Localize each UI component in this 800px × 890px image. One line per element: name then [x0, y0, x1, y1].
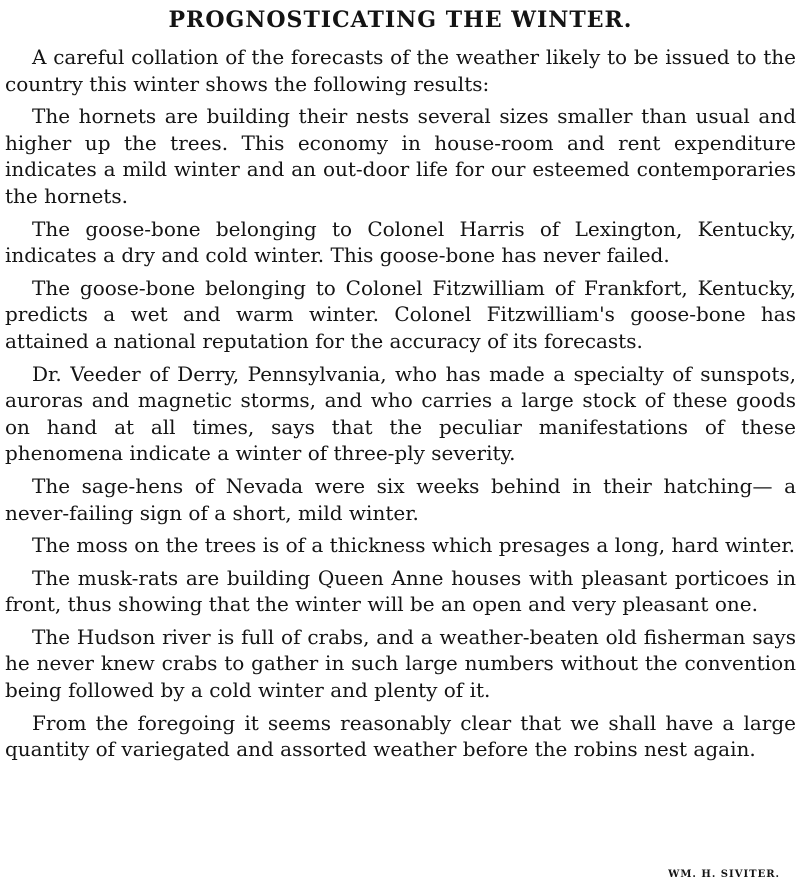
paragraph-harris-goose-bone: The goose-bone belonging to Colonel Harris of Lexington, Kentucky, indicates a dry and cold winter. This goose-bone has never failed.	[5, 216, 796, 268]
paragraph-intro: A careful collation of the forecasts of the weather likely to be issued to the country this winter shows the following results:	[5, 45, 796, 96]
paragraph-dr-veeder: Dr. Veeder of Derry, Pennsylvania, who has made a specialty of sunspots, auroras and magnetic storms, and who carries a large stock of these goods on hand at all times, says that the peculiar manifestations of these phenomena indicate a winter of three-ply severity.	[5, 361, 796, 466]
article-body	[5, 44, 796, 763]
paragraph-conclusion: From the foregoing it seems reasonably clear that we shall have a large quantity of variegated and assorted weather before the robins nest again.	[5, 710, 796, 762]
paragraph-fitzwilliam-goose-bone: The goose-bone belonging to Colonel Fitzwilliam of Frankfort, Kentucky, predicts a wet and warm winter. Colonel Fitzwilliam's goose-bone has attained a national reputation for the accuracy of its forecasts.	[5, 275, 796, 353]
paragraph-moss: The moss on the trees is of a thickness which presages a long, hard winter.	[32, 533, 796, 558]
author-signature: WM. H. SIVITER.	[668, 869, 780, 880]
paragraph-musk-rats: The musk-rats are building Queen Anne houses with pleasant porticoes in front, thus showing that the winter will be an open and very pleasant one.	[5, 565, 796, 617]
paragraph-hudson-crabs: The Hudson river is full of crabs, and a weather-beaten old fisherman says he never knew crabs to gather in such large numbers without the convention being followed by a cold winter and plenty of it.	[5, 624, 796, 703]
paragraph-sage-hens: The sage-hens of Nevada were six weeks behind in their hatching— a never-failing sign of a short, mild winter.	[5, 473, 796, 525]
article-title: PROGNOSTICATING THE WINTER.	[168, 7, 633, 33]
paragraph-hornets: The hornets are building their nests several sizes smaller than usual and higher up the trees. This economy in house-room and rent expenditure indicates a mild winter and an out-door life for our esteemed contemporaries the hornets.	[5, 104, 796, 208]
